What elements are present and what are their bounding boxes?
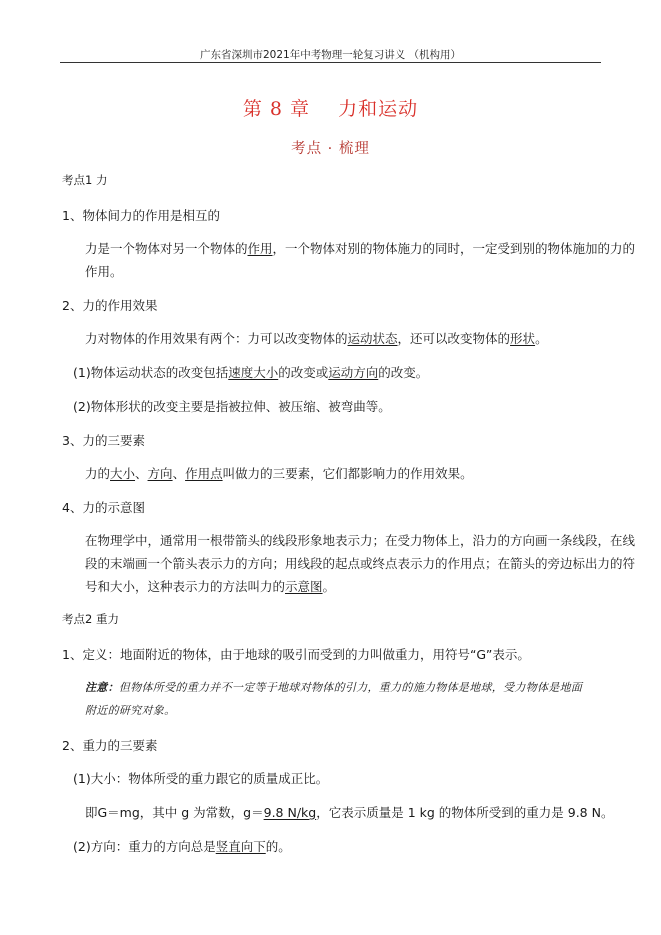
- point-2-sub-2: (2)物体形状的改变主要是指被拉伸、被压缩、被弯曲等。: [73, 399, 391, 414]
- text-span: 力的: [85, 466, 111, 481]
- text-span: ，还可以改变物体的: [397, 331, 511, 346]
- text-span: (2)方向：重力的方向总是: [73, 839, 216, 854]
- chapter-title: 第 8 章 力和运动: [242, 98, 419, 120]
- point-1-heading: 1、物体间力的作用是相互的: [62, 208, 220, 223]
- text-span: 的改变或: [278, 365, 329, 380]
- text-span: 力对物体的作用效果有两个：力可以改变物体的: [85, 331, 348, 346]
- point-1-line-1: [85, 239, 635, 257]
- gravity-note-line-1: [85, 679, 582, 695]
- topic-2-heading: 考点2 重力: [62, 612, 119, 626]
- keyword-underlined: 形状: [510, 331, 536, 346]
- point-1-line-2: 作用。: [85, 264, 123, 279]
- text-span: 的。: [265, 839, 291, 854]
- keyword-underlined: 作用: [247, 241, 273, 256]
- section-title: 考点 · 梳理: [291, 141, 370, 157]
- keyword-underlined: 作用点: [185, 466, 223, 481]
- gravity-note-line-2: 附近的研究对象。: [85, 704, 176, 717]
- keyword-underlined: 竖直向下: [215, 839, 266, 854]
- point-4-line-1: 在物理学中，通常用一根带箭头的线段形象地表示力；在受力物体上，沿力的方向画一条线段，在线: [85, 533, 636, 548]
- text-span: ，它表示质量是 1 kg 的物体所受到的重力是 9.8 N。: [316, 805, 614, 820]
- text-span: 。: [322, 579, 336, 594]
- text-span: 、: [135, 466, 148, 481]
- text-span: 、: [172, 466, 186, 481]
- point-2-sub-1: [73, 363, 428, 381]
- gravity-elements-heading: 2、重力的三要素: [62, 738, 158, 753]
- text-span: 。: [535, 331, 548, 346]
- point-3-line-1: [85, 464, 473, 482]
- note-label: 注意：: [85, 681, 119, 694]
- document-header: 广东省深圳市2021年中考物理一轮复习讲义 （机构用）: [199, 49, 462, 61]
- keyword-underlined: 9.8 N/kg: [263, 805, 317, 820]
- topic-1-heading: 考点1 力: [62, 173, 108, 187]
- text-span: (1)物体运动状态的改变包括: [73, 365, 229, 380]
- text-span: 叫做力的三要素，它们都影响力的作用效果。: [222, 466, 473, 481]
- gravity-magnitude: (1)大小：物体所受的重力跟它的质量成正比。: [73, 771, 329, 786]
- keyword-underlined: 速度大小: [228, 365, 279, 380]
- keyword-underlined: 大小: [110, 466, 136, 481]
- gravity-definition: 1、定义：地面附近的物体，由于地球的吸引而受到的力叫做重力，用符号“G”表示。: [62, 647, 530, 662]
- text-span: 的改变。: [378, 365, 429, 380]
- point-4-heading: 4、力的示意图: [62, 500, 145, 515]
- text-span: 号和大小，这种表示力的方法叫力的: [85, 579, 286, 594]
- gravity-direction: [73, 837, 291, 855]
- keyword-underlined: 示意图: [285, 579, 323, 594]
- point-2-heading: 2、力的作用效果: [62, 298, 158, 313]
- text-span: 力是一个物体对另一个物体的: [85, 241, 248, 256]
- keyword-underlined: 运动状态: [347, 331, 398, 346]
- keyword-underlined: 运动方向: [328, 365, 379, 380]
- point-4-line-2: 段的末端画一个箭头表示力的方向；用线段的起点或终点表示力的作用点；在箭头的旁边标出力的符: [85, 556, 636, 571]
- text-span: 即G＝mg，其中 g 为常数，g＝: [85, 805, 264, 820]
- text-span: 但物体所受的重力并不一定等于地球对物体的引力，重力的施力物体是地球，受力物体是地面: [118, 681, 583, 694]
- header-divider: [60, 62, 601, 63]
- keyword-underlined: 方向: [147, 466, 173, 481]
- text-span: ，一个物体对别的物体施力的同时，一定受到别的物体施加的力的: [272, 241, 636, 256]
- point-3-heading: 3、力的三要素: [62, 433, 145, 448]
- point-4-line-3: [85, 577, 335, 595]
- point-2-line-1: [85, 329, 548, 347]
- gravity-formula: [85, 803, 613, 821]
